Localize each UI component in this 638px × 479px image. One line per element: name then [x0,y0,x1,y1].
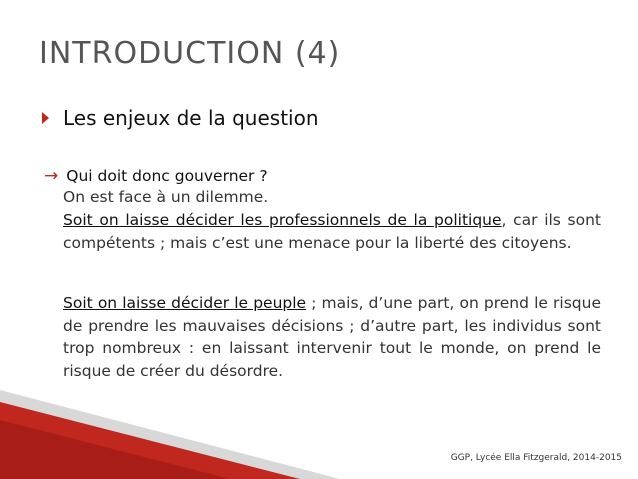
paragraph-professionals-lead: Soit on laisse décider les professionnels de la politique [63,211,502,229]
right-arrow-icon: → [44,166,59,186]
bullet-triangle-icon [42,112,49,124]
paragraph-people [63,292,601,382]
question-row [44,166,268,186]
bullet-text: Les enjeux de la question [63,106,319,130]
paragraph-professionals [63,209,601,254]
dilemma-line: On est face à un dilemme. [63,188,269,206]
paragraph-professionals-rest: , car ils sont compétents ; mais c’est une menace pour la liberté des citoyens. [63,211,602,252]
paragraph-people-rest: ; mais, d’une part, on prend le risque de prendre les mauvaises décisions ; d’autre part, les individus sont trop nombreux : en laissant intervenir tout le monde, on prend le risque de créer du désordre. [63,294,601,380]
slide-title: INTRODUCTION (4) [39,36,341,71]
footer-credit: GGP, Lycée Ella Fitzgerald, 2014-2015 [450,453,622,463]
question-text: Qui doit donc gouverner ? [66,167,268,185]
paragraph-people-lead: Soit on laisse décider le peuple [63,294,307,312]
decorative-red-wedge [0,390,340,479]
bullet-item [42,106,319,130]
